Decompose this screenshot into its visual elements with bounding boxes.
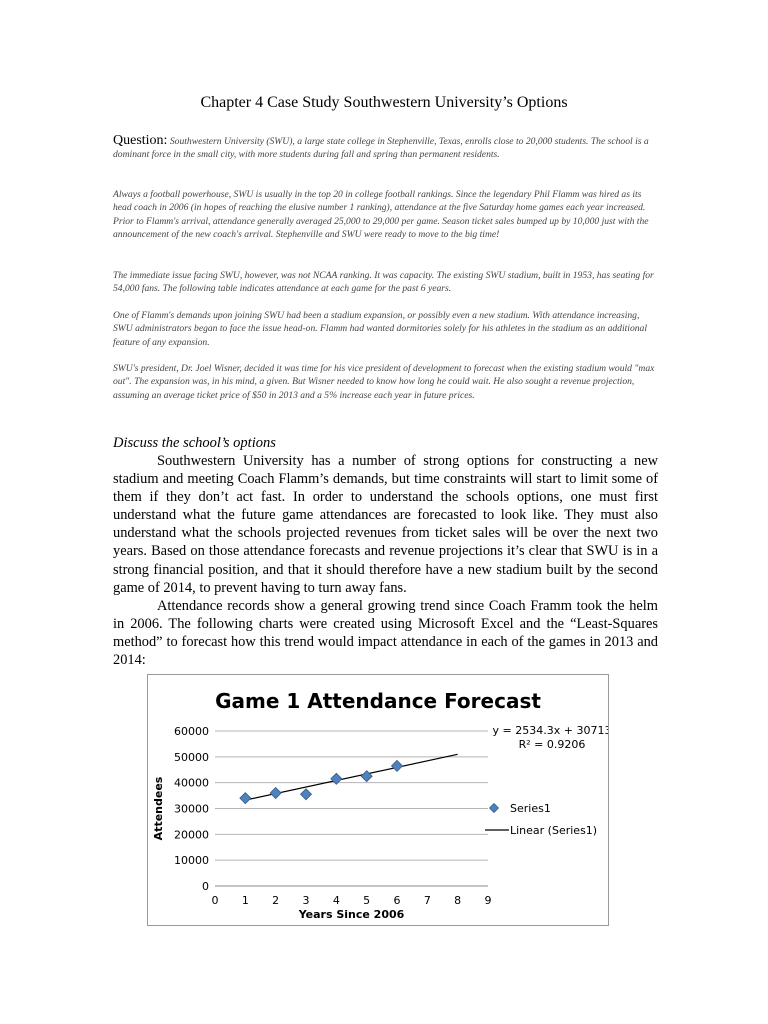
- legend-label-series1: Series1: [510, 802, 551, 815]
- y-tick-label: 20000: [174, 828, 209, 842]
- x-tick-label: 7: [423, 894, 431, 907]
- y-axis-label: Attendees: [152, 776, 165, 841]
- chart-title: Game 1 Attendance Forecast: [215, 689, 541, 713]
- data-point: [361, 771, 372, 782]
- legend-label-trendline: Linear (Series1): [510, 824, 598, 837]
- body-text: [113, 452, 658, 669]
- y-tick-label: 30000: [174, 802, 209, 816]
- x-tick-label: 1: [241, 894, 249, 907]
- data-point: [240, 793, 251, 804]
- question-paragraph-3: The immediate issue facing SWU, however, was not NCAA ranking. It was capacity. The existing SWU stadium, built in 1953, has seating for 54,000 fans. The following table indicates attendance at each game for the past 6 years.: [113, 270, 654, 295]
- trendline-equation: y = 2534.3x + 30713: [492, 724, 608, 737]
- y-tick-label: 40000: [174, 776, 209, 790]
- question-label: Question:: [113, 133, 168, 148]
- x-tick-label: 0: [211, 894, 219, 907]
- data-point: [270, 788, 281, 799]
- y-tick-label: 50000: [174, 750, 209, 764]
- attendance-chart-svg: [148, 675, 608, 925]
- body-paragraph-1: Southwestern University has a number of strong options for constructing a new stadium and meeting Coach Flamm’s demands, but time constraints will start to limit some of them if they don’t act fast. In order to understand the schools options, one must first understand what the future game attendances are forecasted to look like. They must also understand what the schools projected revenues from ticket sales will be over the next two years. Based on those attendance forecasts and revenue projections it’s clear that SWU is in a strong financial position, and that it should therefore have a new stadium built by the second game of 2014, to prevent having to turn away fans.: [113, 453, 658, 596]
- x-tick-label: 2: [272, 894, 280, 907]
- x-tick-label: 6: [393, 894, 401, 907]
- body-paragraph-2: Attendance records show a general growing trend since Coach Framm took the helm in 2006. The following charts were created using Microsoft Excel and the “Least-Squares method” to forecast how this trend would impact attendance in each of the games in 2013 and 2014:: [113, 597, 658, 669]
- question-paragraph-5: SWU's president, Dr. Joel Wisner, decided it was time for his vice president of development to forecast when the existing stadium would "max out". The expansion was, in his mind, a given. But Wisner needed to know how long he could wait. He also sought a revenue projection, assuming an average ticket price of $50 in 2013 and a 5% increase each year in future prices.: [113, 363, 655, 401]
- question-paragraph-2: Always a football powerhouse, SWU is usually in the top 20 in college football rankings. Since the legendary Phil Flamm was hired as its head coach in 2006 (in hopes of reaching the elusive number 1 ranking), attendance at the five Saturday home games each year increased. Prior to Flamm's arrival, attendance generally averaged 25,000 to 29,000 per game. Season ticket sales bumped up by 10,000 just with the announcement of the new coach's arrival. Stephenville and SWU were ready to move to the big time!: [113, 189, 649, 241]
- x-tick-label: 9: [484, 894, 492, 907]
- data-point: [301, 789, 312, 800]
- page-title: Chapter 4 Case Study Southwestern University’s Options: [200, 94, 568, 111]
- data-point: [392, 760, 403, 771]
- attendance-chart: [147, 674, 609, 926]
- trendline-r-squared: R² = 0.9206: [518, 738, 586, 751]
- y-tick-label: 0: [202, 880, 209, 893]
- x-tick-label: 4: [332, 894, 340, 907]
- x-axis-label: Years Since 2006: [298, 908, 405, 921]
- x-tick-label: 5: [363, 894, 371, 907]
- question-text-1: Southwestern University (SWU), a large state college in Stephenville, Texas, enrolls close to 20,000 students. The school is a dominant force in the small city, with more students during fall and spring than permanent residents.: [113, 136, 649, 161]
- x-tick-label: 8: [454, 894, 462, 907]
- legend-marker-series1: [490, 804, 499, 813]
- y-tick-label: 10000: [174, 854, 209, 868]
- question-paragraph-4: One of Flamm's demands upon joining SWU had been a stadium expansion, or possibly even a new stadium. With attendance increasing, SWU administrators began to face the issue head-on. Flamm had wanted dormitories solely for his athletes in the stadium as an additional feature of any expansion.: [113, 310, 648, 348]
- discuss-heading: Discuss the school’s options: [113, 435, 276, 451]
- y-tick-label: 60000: [174, 725, 209, 738]
- x-tick-label: 3: [302, 894, 310, 907]
- question-paragraph-1: [113, 134, 658, 162]
